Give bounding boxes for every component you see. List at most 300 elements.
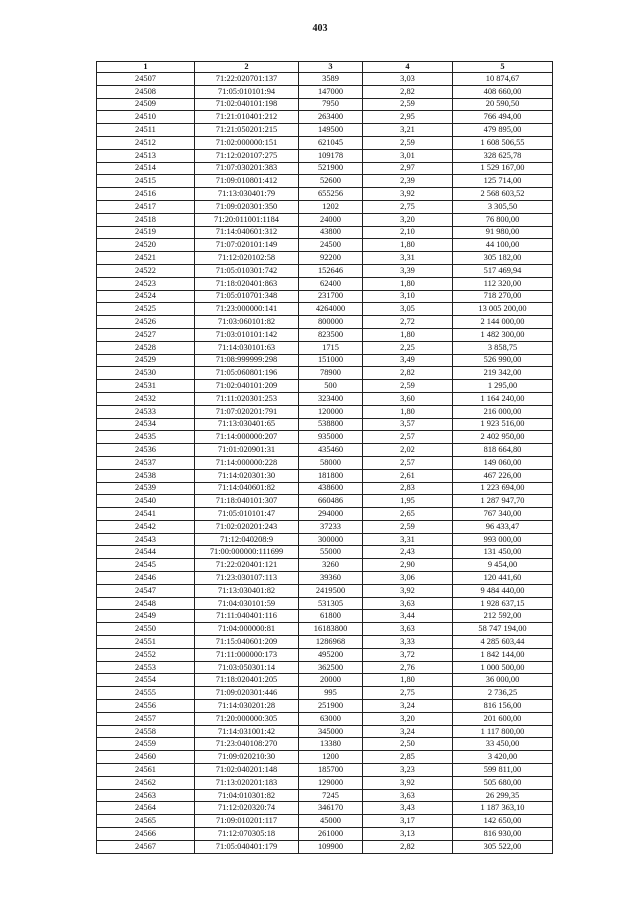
rate-cell: 3,33 bbox=[363, 636, 453, 649]
rate-cell: 3,63 bbox=[363, 623, 453, 636]
table-row bbox=[97, 559, 553, 572]
cadastral-number-cell: 71:23:040108:270 bbox=[195, 738, 299, 751]
rate-cell: 2,95 bbox=[363, 111, 453, 124]
table-row bbox=[97, 572, 553, 585]
cadastral-number-cell: 71:02:040101:209 bbox=[195, 380, 299, 393]
rate-cell: 3,92 bbox=[363, 188, 453, 201]
table-row bbox=[97, 661, 553, 674]
table-row bbox=[97, 226, 553, 239]
area-cell: 261000 bbox=[299, 828, 363, 841]
amount-cell: 1 529 167,00 bbox=[453, 162, 553, 175]
rate-cell: 2,72 bbox=[363, 316, 453, 329]
area-cell: 495200 bbox=[299, 648, 363, 661]
cadastral-number-cell: 71:21:050201:215 bbox=[195, 124, 299, 137]
rate-cell: 3,44 bbox=[363, 610, 453, 623]
cadastral-number-cell: 71:23:030107:113 bbox=[195, 572, 299, 585]
column-header-2: 2 bbox=[195, 62, 299, 73]
table-row bbox=[97, 124, 553, 137]
amount-cell: 219 342,00 bbox=[453, 367, 553, 380]
amount-cell: 149 060,00 bbox=[453, 456, 553, 469]
rate-cell: 1,80 bbox=[363, 277, 453, 290]
area-cell: 1715 bbox=[299, 341, 363, 354]
cadastral-number-cell: 71:02:040101:198 bbox=[195, 98, 299, 111]
rate-cell: 3,23 bbox=[363, 764, 453, 777]
cadastral-number-cell: 71:14:000000:228 bbox=[195, 456, 299, 469]
row-number-cell: 24558 bbox=[97, 725, 195, 738]
row-number-cell: 24521 bbox=[97, 252, 195, 265]
row-number-cell: 24520 bbox=[97, 239, 195, 252]
row-number-cell: 24539 bbox=[97, 482, 195, 495]
amount-cell: 2 402 950,00 bbox=[453, 431, 553, 444]
row-number-cell: 24548 bbox=[97, 597, 195, 610]
amount-cell: 26 299,35 bbox=[453, 789, 553, 802]
area-cell: 621045 bbox=[299, 136, 363, 149]
area-cell: 323400 bbox=[299, 392, 363, 405]
amount-cell: 599 811,00 bbox=[453, 764, 553, 777]
amount-cell: 2 144 000,00 bbox=[453, 316, 553, 329]
cadastral-number-cell: 71:21:010401:212 bbox=[195, 111, 299, 124]
area-cell: 1202 bbox=[299, 200, 363, 213]
amount-cell: 1 164 240,00 bbox=[453, 392, 553, 405]
table-row bbox=[97, 687, 553, 700]
table-row bbox=[97, 751, 553, 764]
amount-cell: 4 285 603,44 bbox=[453, 636, 553, 649]
amount-cell: 2 736,25 bbox=[453, 687, 553, 700]
area-cell: 438600 bbox=[299, 482, 363, 495]
area-cell: 185700 bbox=[299, 764, 363, 777]
cadastral-number-cell: 71:05:010101:47 bbox=[195, 508, 299, 521]
table-row bbox=[97, 380, 553, 393]
row-number-cell: 24559 bbox=[97, 738, 195, 751]
cadastral-number-cell: 71:07:020201:791 bbox=[195, 405, 299, 418]
row-number-cell: 24514 bbox=[97, 162, 195, 175]
table-row bbox=[97, 316, 553, 329]
row-number-cell: 24538 bbox=[97, 469, 195, 482]
row-number-cell: 24541 bbox=[97, 508, 195, 521]
table-row bbox=[97, 776, 553, 789]
row-number-cell: 24547 bbox=[97, 584, 195, 597]
amount-cell: 1 000 500,00 bbox=[453, 661, 553, 674]
cadastral-number-cell: 71:12:070305:18 bbox=[195, 828, 299, 841]
rate-cell: 2,25 bbox=[363, 341, 453, 354]
rate-cell: 3,06 bbox=[363, 572, 453, 585]
table-row bbox=[97, 725, 553, 738]
row-number-cell: 24528 bbox=[97, 341, 195, 354]
table-row bbox=[97, 98, 553, 111]
table-row bbox=[97, 162, 553, 175]
area-cell: 7245 bbox=[299, 789, 363, 802]
area-cell: 300000 bbox=[299, 533, 363, 546]
area-cell: 4264000 bbox=[299, 303, 363, 316]
table-row bbox=[97, 277, 553, 290]
area-cell: 3589 bbox=[299, 73, 363, 86]
row-number-cell: 24531 bbox=[97, 380, 195, 393]
page-number: 403 bbox=[312, 23, 328, 34]
amount-cell: 91 980,00 bbox=[453, 226, 553, 239]
amount-cell: 1 923 516,00 bbox=[453, 418, 553, 431]
area-cell: 45000 bbox=[299, 815, 363, 828]
rate-cell: 1,80 bbox=[363, 405, 453, 418]
amount-cell: 3 305,50 bbox=[453, 200, 553, 213]
rate-cell: 2,82 bbox=[363, 85, 453, 98]
row-number-cell: 24526 bbox=[97, 316, 195, 329]
amount-cell: 505 680,00 bbox=[453, 776, 553, 789]
rate-cell: 1,80 bbox=[363, 239, 453, 252]
area-cell: 52600 bbox=[299, 175, 363, 188]
amount-cell: 131 450,00 bbox=[453, 546, 553, 559]
amount-cell: 818 664,80 bbox=[453, 444, 553, 457]
area-cell: 1200 bbox=[299, 751, 363, 764]
cadastral-number-cell: 71:14:030101:63 bbox=[195, 341, 299, 354]
rate-cell: 3,39 bbox=[363, 264, 453, 277]
row-number-cell: 24525 bbox=[97, 303, 195, 316]
table-row bbox=[97, 200, 553, 213]
cadastral-number-cell: 71:12:020107:275 bbox=[195, 149, 299, 162]
rate-cell: 3,63 bbox=[363, 597, 453, 610]
row-number-cell: 24510 bbox=[97, 111, 195, 124]
area-cell: 55000 bbox=[299, 546, 363, 559]
rate-cell: 2,02 bbox=[363, 444, 453, 457]
row-number-cell: 24513 bbox=[97, 149, 195, 162]
rate-cell: 3,24 bbox=[363, 725, 453, 738]
area-cell: 109178 bbox=[299, 149, 363, 162]
cadastral-number-cell: 71:04:010301:82 bbox=[195, 789, 299, 802]
area-cell: 16183800 bbox=[299, 623, 363, 636]
area-cell: 294000 bbox=[299, 508, 363, 521]
cadastral-number-cell: 71:00:000000:111699 bbox=[195, 546, 299, 559]
area-cell: 660486 bbox=[299, 495, 363, 508]
rate-cell: 2,75 bbox=[363, 687, 453, 700]
table-row bbox=[97, 533, 553, 546]
row-number-cell: 24509 bbox=[97, 98, 195, 111]
area-cell: 147000 bbox=[299, 85, 363, 98]
cadastral-number-cell: 71:07:020101:149 bbox=[195, 239, 299, 252]
row-number-cell: 24527 bbox=[97, 328, 195, 341]
row-number-cell: 24553 bbox=[97, 661, 195, 674]
table-row bbox=[97, 815, 553, 828]
area-cell: 78900 bbox=[299, 367, 363, 380]
rate-cell: 3,24 bbox=[363, 700, 453, 713]
column-header-3: 3 bbox=[299, 62, 363, 73]
table-row bbox=[97, 610, 553, 623]
amount-cell: 3 858,75 bbox=[453, 341, 553, 354]
amount-cell: 58 747 194,00 bbox=[453, 623, 553, 636]
area-cell: 39360 bbox=[299, 572, 363, 585]
cadastral-number-cell: 71:03:060101:82 bbox=[195, 316, 299, 329]
rate-cell: 2,90 bbox=[363, 559, 453, 572]
table-row bbox=[97, 85, 553, 98]
table-row bbox=[97, 392, 553, 405]
rate-cell: 2,59 bbox=[363, 136, 453, 149]
area-cell: 152646 bbox=[299, 264, 363, 277]
area-cell: 362500 bbox=[299, 661, 363, 674]
rate-cell: 3,49 bbox=[363, 354, 453, 367]
rate-cell: 3,01 bbox=[363, 149, 453, 162]
area-cell: 531305 bbox=[299, 597, 363, 610]
rate-cell: 1,95 bbox=[363, 495, 453, 508]
area-cell: 1286968 bbox=[299, 636, 363, 649]
amount-cell: 216 000,00 bbox=[453, 405, 553, 418]
row-number-cell: 24512 bbox=[97, 136, 195, 149]
table-row bbox=[97, 239, 553, 252]
table-row bbox=[97, 136, 553, 149]
row-number-cell: 24554 bbox=[97, 674, 195, 687]
cadastral-number-cell: 71:02:040201:148 bbox=[195, 764, 299, 777]
amount-cell: 766 494,00 bbox=[453, 111, 553, 124]
amount-cell: 479 895,00 bbox=[453, 124, 553, 137]
area-cell: 13380 bbox=[299, 738, 363, 751]
rate-cell: 2,57 bbox=[363, 431, 453, 444]
row-number-cell: 24529 bbox=[97, 354, 195, 367]
rate-cell: 3,92 bbox=[363, 776, 453, 789]
row-number-cell: 24562 bbox=[97, 776, 195, 789]
rate-cell: 3,63 bbox=[363, 789, 453, 802]
amount-cell: 1 187 363,10 bbox=[453, 802, 553, 815]
row-number-cell: 24524 bbox=[97, 290, 195, 303]
amount-cell: 1 117 800,00 bbox=[453, 725, 553, 738]
cadastral-number-cell: 71:05:010101:94 bbox=[195, 85, 299, 98]
amount-cell: 816 156,00 bbox=[453, 700, 553, 713]
cadastral-number-cell: 71:18:020401:863 bbox=[195, 277, 299, 290]
cadastral-number-cell: 71:14:040601:82 bbox=[195, 482, 299, 495]
amount-cell: 212 592,00 bbox=[453, 610, 553, 623]
amount-cell: 328 625,78 bbox=[453, 149, 553, 162]
cadastral-number-cell: 71:23:000000:141 bbox=[195, 303, 299, 316]
cadastral-number-cell: 71:13:030401:82 bbox=[195, 584, 299, 597]
amount-cell: 517 469,94 bbox=[453, 264, 553, 277]
rate-cell: 2,61 bbox=[363, 469, 453, 482]
rate-cell: 2,59 bbox=[363, 98, 453, 111]
area-cell: 43800 bbox=[299, 226, 363, 239]
rate-cell: 2,82 bbox=[363, 367, 453, 380]
rate-cell: 3,92 bbox=[363, 584, 453, 597]
table-row bbox=[97, 482, 553, 495]
table-row bbox=[97, 456, 553, 469]
table-row bbox=[97, 623, 553, 636]
cadastral-number-cell: 71:09:020210:30 bbox=[195, 751, 299, 764]
row-number-cell: 24537 bbox=[97, 456, 195, 469]
cadastral-number-cell: 71:09:020301:350 bbox=[195, 200, 299, 213]
column-header-4: 4 bbox=[363, 62, 453, 73]
row-number-cell: 24563 bbox=[97, 789, 195, 802]
area-cell: 800000 bbox=[299, 316, 363, 329]
row-number-cell: 24560 bbox=[97, 751, 195, 764]
area-cell: 995 bbox=[299, 687, 363, 700]
table-row bbox=[97, 252, 553, 265]
rate-cell: 3,57 bbox=[363, 418, 453, 431]
amount-cell: 993 000,00 bbox=[453, 533, 553, 546]
table-row bbox=[97, 73, 553, 86]
area-cell: 3260 bbox=[299, 559, 363, 572]
table-row bbox=[97, 508, 553, 521]
cadastral-number-cell: 71:18:040101:307 bbox=[195, 495, 299, 508]
table-row bbox=[97, 738, 553, 751]
row-number-cell: 24566 bbox=[97, 828, 195, 841]
row-number-cell: 24516 bbox=[97, 188, 195, 201]
table-row bbox=[97, 546, 553, 559]
area-cell: 345000 bbox=[299, 725, 363, 738]
data-table bbox=[96, 61, 553, 854]
row-number-cell: 24551 bbox=[97, 636, 195, 649]
area-cell: 37233 bbox=[299, 520, 363, 533]
cadastral-number-cell: 71:12:040208:9 bbox=[195, 533, 299, 546]
table-row bbox=[97, 354, 553, 367]
area-cell: 62400 bbox=[299, 277, 363, 290]
area-cell: 92200 bbox=[299, 252, 363, 265]
row-number-cell: 24556 bbox=[97, 700, 195, 713]
table-row bbox=[97, 674, 553, 687]
amount-cell: 816 930,00 bbox=[453, 828, 553, 841]
row-number-cell: 24522 bbox=[97, 264, 195, 277]
table-row bbox=[97, 828, 553, 841]
rate-cell: 3,21 bbox=[363, 124, 453, 137]
cadastral-number-cell: 71:05:040401:179 bbox=[195, 840, 299, 853]
table-row bbox=[97, 584, 553, 597]
cadastral-number-cell: 71:03:050301:14 bbox=[195, 661, 299, 674]
cadastral-number-cell: 71:12:020102:58 bbox=[195, 252, 299, 265]
rate-cell: 2,10 bbox=[363, 226, 453, 239]
table-row bbox=[97, 328, 553, 341]
cadastral-number-cell: 71:09:020301:446 bbox=[195, 687, 299, 700]
area-cell: 521900 bbox=[299, 162, 363, 175]
area-cell: 58000 bbox=[299, 456, 363, 469]
table-row bbox=[97, 636, 553, 649]
amount-cell: 1 223 694,00 bbox=[453, 482, 553, 495]
cadastral-number-cell: 71:01:020901:31 bbox=[195, 444, 299, 457]
table-row bbox=[97, 597, 553, 610]
area-cell: 109900 bbox=[299, 840, 363, 853]
table-row bbox=[97, 367, 553, 380]
cadastral-number-cell: 71:14:040601:312 bbox=[195, 226, 299, 239]
area-cell: 151000 bbox=[299, 354, 363, 367]
row-number-cell: 24546 bbox=[97, 572, 195, 585]
amount-cell: 1 287 947,70 bbox=[453, 495, 553, 508]
rate-cell: 3,43 bbox=[363, 802, 453, 815]
row-number-cell: 24552 bbox=[97, 648, 195, 661]
rate-cell: 1,80 bbox=[363, 328, 453, 341]
rate-cell: 2,59 bbox=[363, 380, 453, 393]
area-cell: 251900 bbox=[299, 700, 363, 713]
table-row bbox=[97, 175, 553, 188]
cadastral-number-cell: 71:11:040401:116 bbox=[195, 610, 299, 623]
rate-cell: 2,43 bbox=[363, 546, 453, 559]
amount-cell: 305 522,00 bbox=[453, 840, 553, 853]
table-body bbox=[97, 73, 553, 854]
table-row bbox=[97, 303, 553, 316]
amount-cell: 1 928 637,15 bbox=[453, 597, 553, 610]
column-header-5: 5 bbox=[453, 62, 553, 73]
table-row bbox=[97, 444, 553, 457]
cadastral-number-cell: 71:09:010201:117 bbox=[195, 815, 299, 828]
area-cell: 120000 bbox=[299, 405, 363, 418]
amount-cell: 3 420,00 bbox=[453, 751, 553, 764]
amount-cell: 96 433,47 bbox=[453, 520, 553, 533]
table-row bbox=[97, 520, 553, 533]
rate-cell: 3,03 bbox=[363, 73, 453, 86]
cadastral-number-cell: 71:05:010701:348 bbox=[195, 290, 299, 303]
table-row bbox=[97, 789, 553, 802]
cadastral-number-cell: 71:14:031001:42 bbox=[195, 725, 299, 738]
amount-cell: 1 608 506,55 bbox=[453, 136, 553, 149]
row-number-cell: 24508 bbox=[97, 85, 195, 98]
amount-cell: 2 568 603,52 bbox=[453, 188, 553, 201]
rate-cell: 2,83 bbox=[363, 482, 453, 495]
table-row bbox=[97, 405, 553, 418]
amount-cell: 120 441,60 bbox=[453, 572, 553, 585]
rate-cell: 2,97 bbox=[363, 162, 453, 175]
area-cell: 2419500 bbox=[299, 584, 363, 597]
amount-cell: 9 484 440,00 bbox=[453, 584, 553, 597]
rate-cell: 3,10 bbox=[363, 290, 453, 303]
row-number-cell: 24517 bbox=[97, 200, 195, 213]
row-number-cell: 24545 bbox=[97, 559, 195, 572]
rate-cell: 2,75 bbox=[363, 200, 453, 213]
row-number-cell: 24549 bbox=[97, 610, 195, 623]
column-header-1: 1 bbox=[97, 62, 195, 73]
cadastral-number-cell: 71:03:010101:142 bbox=[195, 328, 299, 341]
amount-cell: 44 100,00 bbox=[453, 239, 553, 252]
cadastral-number-cell: 71:18:020401:205 bbox=[195, 674, 299, 687]
cadastral-number-cell: 71:14:030201:28 bbox=[195, 700, 299, 713]
row-number-cell: 24530 bbox=[97, 367, 195, 380]
area-cell: 63000 bbox=[299, 712, 363, 725]
cadastral-number-cell: 71:11:000000:173 bbox=[195, 648, 299, 661]
table-row bbox=[97, 495, 553, 508]
cadastral-number-cell: 71:22:020401:121 bbox=[195, 559, 299, 572]
table-row bbox=[97, 431, 553, 444]
amount-cell: 1 295,00 bbox=[453, 380, 553, 393]
cadastral-number-cell: 71:20:011001:1184 bbox=[195, 213, 299, 226]
rate-cell: 1,80 bbox=[363, 674, 453, 687]
rate-cell: 2,85 bbox=[363, 751, 453, 764]
amount-cell: 112 320,00 bbox=[453, 277, 553, 290]
area-cell: 181800 bbox=[299, 469, 363, 482]
rate-cell: 2,59 bbox=[363, 520, 453, 533]
area-cell: 538800 bbox=[299, 418, 363, 431]
rate-cell: 2,57 bbox=[363, 456, 453, 469]
table-row bbox=[97, 840, 553, 853]
table-row bbox=[97, 290, 553, 303]
row-number-cell: 24523 bbox=[97, 277, 195, 290]
table-row bbox=[97, 264, 553, 277]
row-number-cell: 24543 bbox=[97, 533, 195, 546]
table-row bbox=[97, 111, 553, 124]
rate-cell: 2,76 bbox=[363, 661, 453, 674]
area-cell: 20000 bbox=[299, 674, 363, 687]
area-cell: 263400 bbox=[299, 111, 363, 124]
rate-cell: 2,65 bbox=[363, 508, 453, 521]
area-cell: 231700 bbox=[299, 290, 363, 303]
table-row bbox=[97, 469, 553, 482]
amount-cell: 526 990,00 bbox=[453, 354, 553, 367]
amount-cell: 201 600,00 bbox=[453, 712, 553, 725]
table-row bbox=[97, 648, 553, 661]
row-number-cell: 24515 bbox=[97, 175, 195, 188]
table-row bbox=[97, 712, 553, 725]
amount-cell: 467 226,00 bbox=[453, 469, 553, 482]
amount-cell: 20 590,50 bbox=[453, 98, 553, 111]
rate-cell: 2,39 bbox=[363, 175, 453, 188]
row-number-cell: 24535 bbox=[97, 431, 195, 444]
amount-cell: 10 874,67 bbox=[453, 73, 553, 86]
rate-cell: 3,05 bbox=[363, 303, 453, 316]
area-cell: 935000 bbox=[299, 431, 363, 444]
row-number-cell: 24519 bbox=[97, 226, 195, 239]
rate-cell: 3,20 bbox=[363, 213, 453, 226]
row-number-cell: 24533 bbox=[97, 405, 195, 418]
area-cell: 149500 bbox=[299, 124, 363, 137]
area-cell: 500 bbox=[299, 380, 363, 393]
